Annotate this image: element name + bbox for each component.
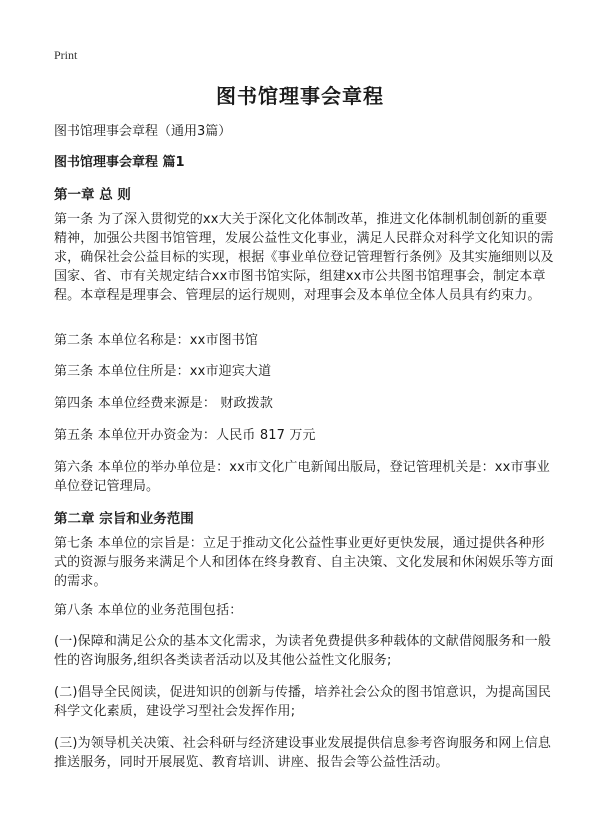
article-7: 第七条 本单位的宗旨是：立足于推动文化公益性事业更好更快发展，通过提供各种形式的资源与服务来满足个人和团体在终身教育、自主决策、文化发展和休闲娱乐等方面的需求。 bbox=[54, 536, 554, 589]
chapter-2-heading: 第二章 宗旨和业务范围 bbox=[54, 511, 194, 527]
business-item-1: (一)保障和满足公众的基本文化需求，为读者免费提供多种载体的文献借阅服务和一般性的咨询服务,组织各类读者活动以及其他公益性文化服务; bbox=[54, 634, 551, 668]
article-5: 第五条 本单位开办资金为：人民币 817 万元 bbox=[54, 428, 316, 443]
article-6: 第六条 本单位的举办单位是：xx市文化广电新闻出版局，登记管理机关是：xx市事业单位登记管理局。 bbox=[54, 460, 550, 494]
article-3: 第三条 本单位住所是：xx市迎宾大道 bbox=[54, 364, 272, 379]
page-title: 图书馆理事会章程 bbox=[216, 84, 384, 108]
article-2: 第二条 本单位名称是：xx市图书馆 bbox=[54, 333, 259, 348]
section-heading: 图书馆理事会章程 篇1 bbox=[54, 155, 185, 170]
article-8: 第八条 本单位的业务范围包括： bbox=[54, 603, 243, 618]
document-subtitle: 图书馆理事会章程（通用3篇） bbox=[54, 124, 232, 139]
business-item-2: (二)倡导全民阅读，促进知识的创新与传播，培养社会公众的图书馆意识，为提高国民科学文化素质，建设学习型社会发挥作用; bbox=[54, 685, 551, 719]
business-item-3: (三)为领导机关决策、社会科研与经济建设事业发展提供信息参考咨询服务和网上信息推送服务，同时开展展览、教育培训、讲座、报告会等公益性活动。 bbox=[54, 736, 551, 770]
article-1: 第一条 为了深入贯彻党的xx大关于深化文化体制改革，推进文化体制机制创新的重要精神，加强公共图书馆管理，发展公益性文化事业，满足人民群众对科学文化知识的需求，确保社会公益目标的实现，根据《事业单位登记管理暂行条例》及其实施细则以及国家、省、市有关规定结合xx市图书馆实际，组建xx市公共图书馆理事会，制定本章程。本章程是理事会、管理层的运行规则，对理事会及本单位全体人员具有约束力。 bbox=[54, 212, 554, 303]
chapter-1-heading: 第一章 总 则 bbox=[54, 187, 131, 203]
print-label[interactable]: Print bbox=[54, 48, 78, 62]
article-4: 第四条 本单位经费来源是： 财政拨款 bbox=[54, 396, 273, 411]
